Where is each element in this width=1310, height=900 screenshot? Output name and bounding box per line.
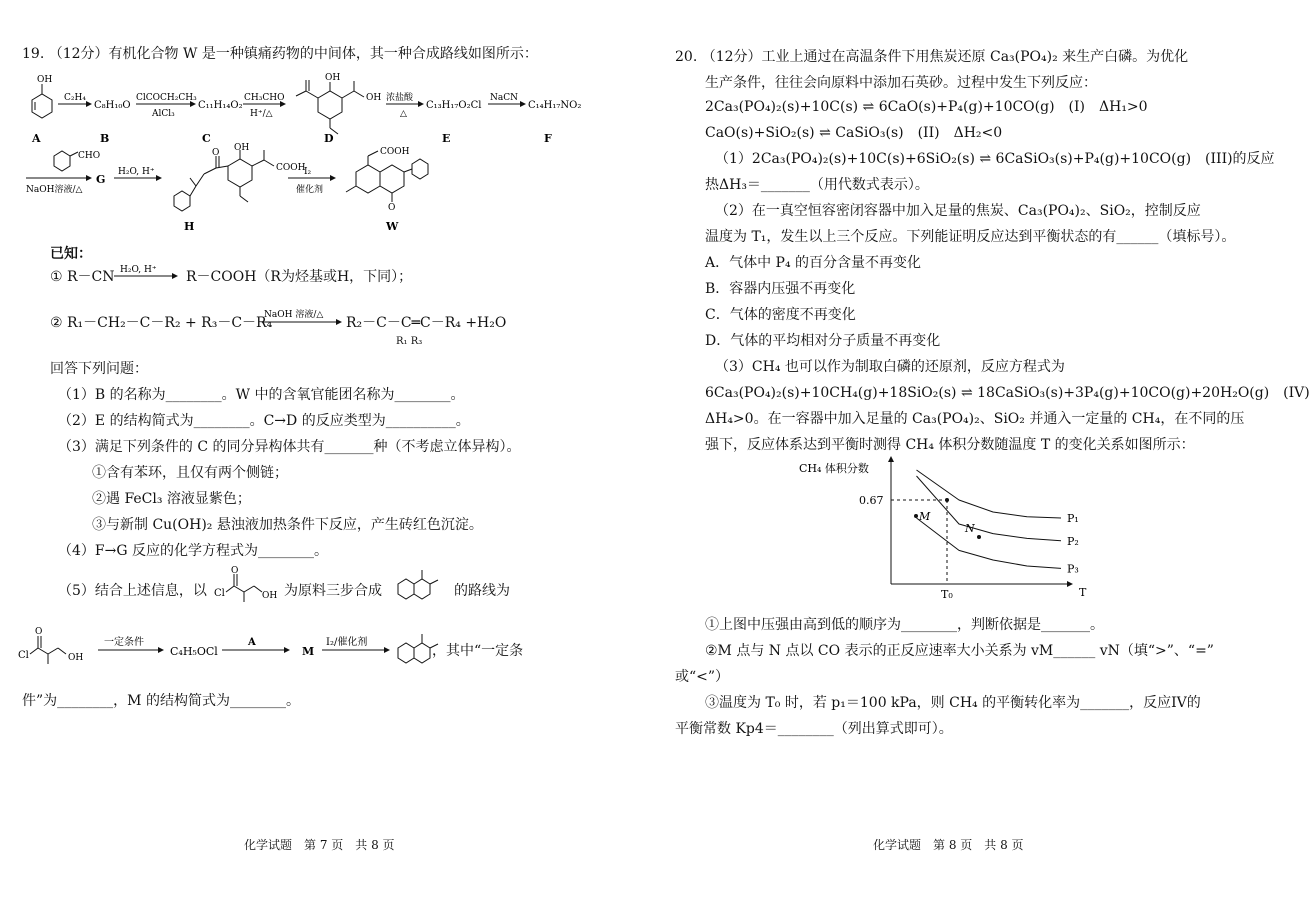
svg-text:催化剂: 催化剂 [296,185,324,195]
svg-text:C: C [202,132,211,145]
page-7 [0,0,621,900]
known-2-left: ② R₁－CH₂－C－R₂ + R₃－C－R₄ [50,315,273,331]
benzaldehyde-structure [54,151,100,171]
svg-text:OH: OH [68,653,84,663]
svg-text:C₂H₄: C₂H₄ [64,93,86,103]
structure-W [346,147,428,213]
sub-question-3-line1: ③温度为 T₀ 时，若 p₁＝100 kPa，则 CH₄ 的平衡转化率为_______，反应IV的 [705,695,1201,711]
known-1-arrow [112,262,180,282]
svg-text:浓盐酸: 浓盐酸 [386,93,414,103]
series-line-p3 [917,518,1062,568]
svg-text:A: A [32,132,41,145]
q19-3: （3）满足下列条件的 C 的同分异构体共有_______种（不考虑立体异构）。 [58,439,521,455]
svg-text:O: O [231,566,239,576]
svg-text:H⁺/△: H⁺/△ [250,109,273,119]
svg-text:NaCN: NaCN [490,93,519,103]
svg-text:I₂/催化剂: I₂/催化剂 [326,637,368,648]
part3-line3: ΔH₄>0。在一容器中加入足量的 Ca₃(PO₄)₂、SiO₂ 并通入一定量的 CH₄，在不同的压 [705,411,1245,427]
svg-text:H₂O, H⁺: H₂O, H⁺ [118,167,155,177]
synthesis-route-row2 [18,143,618,238]
q20-line2: 生产条件，往往会向原料中添加石英砂。过程中发生下列反应： [705,75,1097,91]
part1-line1: （1）2Ca₃(PO₄)₂(s)+10C(s)+6SiO₂(s) ⇌ 6CaSiO₃(s)+P₄(g)+10CO(g) (III)的反应 [715,151,1275,167]
synthesis-route-row1 [18,70,618,150]
svg-text:△: △ [400,109,407,119]
svg-text:I₂: I₂ [304,167,312,177]
answer-intro: 回答下列问题： [50,361,148,377]
point-m [914,514,918,518]
svg-text:Cl: Cl [214,588,225,599]
known-2-sub: R₁ R₃ [396,336,423,347]
svg-text:O: O [35,627,43,637]
structure-D [296,73,381,134]
svg-text:M: M [302,645,315,658]
svg-text:H: H [184,220,195,233]
ch4-volume-fraction-chart [797,454,1097,604]
part2-line2: 温度为 T₁，发生以上三个反应。下列能证明反应达到平衡状态的有______（填标号）。 [705,229,1236,245]
known-1-product: R－COOH（R为烃基或H，下同）； [186,269,413,285]
series-line-p1 [917,470,1062,518]
point-n [977,535,981,539]
part2-line1: （2）在一真空恒容密闭容器中加入足量的焦炭、Ca₃(PO₄)₂、SiO₂，控制反应 [715,203,1201,219]
svg-text:OH: OH [366,93,382,103]
known-2-arrow [260,306,344,328]
q19-2: （2）E 的结构简式为________。C→D 的反应类型为__________。 [58,413,470,429]
q19-5-last: 件”为________，M 的结构简式为________。 [22,693,300,709]
svg-text:G: G [96,173,106,186]
known-2-product: R₂－C－C═C－R₄ +H₂O [346,315,507,331]
q19-3-cond-2: ②遇 FeCl₃ 溶液显紫色； [92,491,251,507]
svg-text:OH: OH [234,143,250,153]
svg-text:C₁₄H₁₇NO₂: C₁₄H₁₇NO₂ [528,100,582,111]
svg-text:F: F [544,132,552,145]
sub-question-2-line1: ②M 点与 N 点以 CO 表示的正反应速率大小关系为 vM______ vN（填“>”、“=” [705,643,1214,659]
equation-1: 2Ca₃(PO₄)₂(s)+10C(s) ⇌ 6CaO(s)+P₄(g)+10CO(g) (I) ΔH₁>0 [705,99,1148,115]
svg-text:CH₃CHO: CH₃CHO [244,93,285,103]
option-a: A．气体中 P₄ 的百分含量不再变化 [705,255,922,271]
svg-text:H₂O, H⁺: H₂O, H⁺ [120,265,157,275]
svg-text:C₁₃H₁₇O₂Cl: C₁₃H₁₇O₂Cl [426,100,482,111]
part3-line2: 6Ca₃(PO₄)₂(s)+10CH₄(g)+18SiO₂(s) ⇌ 18CaSiO₃(s)+3P₄(g)+10CO(g)+20H₂O(g) (IV) [705,385,1310,401]
svg-text:C₁₁H₁₄O₂: C₁₁H₁₄O₂ [198,100,243,111]
series-label-p2: P₂ [1067,534,1079,548]
svg-text:ClCOCH₂CH₃: ClCOCH₂CH₃ [136,93,197,103]
part3-line4: 强下，反应体系达到平衡时测得 CH₄ 体积分数随温度 T 的变化关系如图所示： [705,437,1195,453]
svg-text:O: O [212,148,220,158]
svg-text:O: O [388,203,396,213]
equation-2: CaO(s)+SiO₂(s) ⇌ CaSiO₃(s) (II) ΔH₂<0 [705,125,1003,141]
sub-question-3-line2: 平衡常数 Kp4＝________（列出算式即可）。 [675,721,953,737]
page-footer-right: 化学试题 第 8 页 共 8 页 [873,838,1024,852]
svg-text:AlCl₃: AlCl₃ [152,109,175,119]
x-tick-label: T₀ [941,588,953,601]
q19-5-b: 为原料三步合成 [284,583,382,599]
x-axis-label: T [1079,586,1087,599]
oh-label: OH [37,75,53,85]
svg-text:Cl: Cl [18,650,29,661]
svg-text:OH: OH [325,73,341,83]
svg-text:E: E [442,132,451,145]
q19-5-a: （5）结合上述信息，以 [58,583,207,599]
structure-H [174,143,306,211]
x-axis-arrow [1067,581,1073,587]
series-label-p3: P₃ [1067,562,1079,576]
point-n-label: N [965,522,975,535]
point-m-label: M [919,510,931,523]
svg-text:C₈H₁₀O: C₈H₁₀O [94,100,131,111]
svg-text:CHO: CHO [78,151,101,161]
q19-5-route [16,620,616,670]
q19-1: （1）B 的名称为________。W 中的含氧官能团名称为________。 [58,387,465,403]
y-tick-label: 0.67 [859,494,884,507]
q19-3-cond-1: ①含有苯环，且仅有两个侧链； [92,465,288,481]
structure-A [32,75,52,118]
starting-material-structure [212,566,282,606]
svg-text:W: W [386,220,399,233]
sub-question-1: ①上图中压强由高到低的顺序为________，判断依据是_______。 [705,617,1104,633]
svg-text:C₄H₅OCl: C₄H₅OCl [170,645,218,658]
q20-line1: 20. （12分）工业上通过在高温条件下用焦炭还原 Ca₃(PO₄)₂ 来生产白磷。为优化 [675,49,1189,65]
point-p1-t0 [945,498,949,502]
y-axis-label: CH₄ 体积分数 [799,462,869,475]
svg-text:NaOH 溶液/△: NaOH 溶液/△ [264,310,324,320]
q19-4: （4）F→G 反应的化学方程式为________。 [58,543,328,559]
q19-title: 19. （12分）有机化合物 W 是一种镇痛药物的中间体，其一种合成路线如图所示： [22,46,538,62]
page-footer-left: 化学试题 第 7 页 共 8 页 [244,838,395,852]
svg-text:D: D [324,132,334,145]
svg-text:COOH: COOH [380,147,410,157]
q19-5-c: 的路线为 [454,583,510,599]
y-axis-arrow [888,456,894,462]
part1-line2: 热ΔH₃＝_______（用代数式表示）。 [705,177,929,193]
option-c: C．气体的密度不再变化 [705,307,856,323]
target-chromone-structure [392,566,452,606]
series-label-p1: P₁ [1067,512,1079,525]
option-b: B．容器内压强不再变化 [705,281,856,297]
part3-line1: （3）CH₄ 也可以作为制取白磷的还原剂，反应方程式为 [715,359,1065,375]
svg-text:A: A [248,637,256,648]
sub-question-2-line2: 或“<”） [675,669,730,685]
page-8 [621,0,1310,900]
option-d: D．气体的平均相对分子质量不再变化 [705,333,941,349]
svg-text:OH: OH [262,591,278,601]
svg-text:NaOH溶液/△: NaOH溶液/△ [26,185,83,195]
svg-text:一定条件: 一定条件 [104,637,144,648]
q19-5-tail: ，其中“一定条 [432,643,524,659]
svg-text:B: B [100,132,110,145]
svg-text:COOH: COOH [276,163,306,173]
known-title: 已知： [50,246,92,262]
q19-3-cond-3: ③与新制 Cu(OH)₂ 悬浊液加热条件下反应，产生砖红色沉淀。 [92,517,483,533]
known-1: ① R－CN [50,269,115,285]
